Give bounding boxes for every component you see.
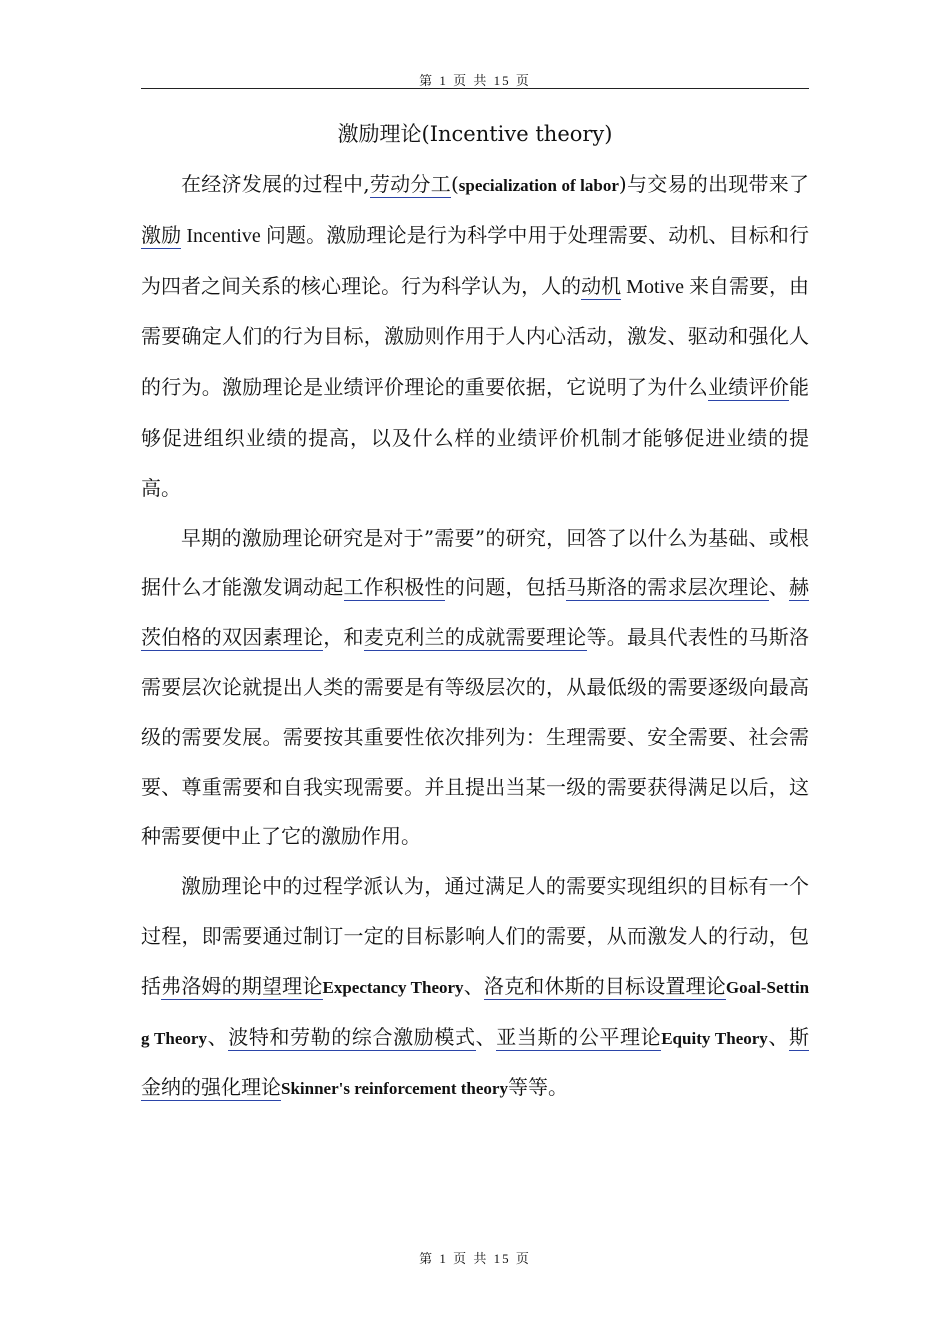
link-performance-evaluation[interactable]: 业绩评价 [708, 375, 789, 400]
text-run: 、 [767, 1024, 790, 1049]
english-term: Equity Theory [661, 1028, 768, 1048]
text-run: ，和 [323, 625, 364, 650]
page-header: 第 1 页 共 15 页 [419, 73, 531, 88]
link-skinner-reinforcement[interactable]: 斯金纳的强化理论 [141, 1024, 810, 1100]
text-run: )与交易的出现带来了 [618, 172, 809, 196]
link-work-enthusiasm[interactable]: 工作积极性 [343, 575, 445, 600]
english-term: Goal-Setting Theory [141, 977, 810, 1048]
paragraph-1 [141, 160, 809, 514]
text-run: 在经济发展的过程中, [181, 172, 370, 196]
document-body [141, 160, 809, 1114]
link-porter-lawler-model[interactable]: 波特和劳勒的综合激励模式 [228, 1024, 476, 1049]
text-run: Motive 来自需要，由需要确定人们的行为目标，激励则作用于人内心活动，激发、驱动和强化人的行为。激励理论是业绩评价理论的重要依据，它说明了为什么 [141, 275, 809, 400]
link-motive[interactable]: 动机 [581, 273, 622, 298]
english-term: specialization of labor [458, 176, 619, 195]
text-run: Incentive 问题。激励理论是行为科学中用于处理需要、动机、目标和行为四者之间关系的核心理论。行为科学认为，人的 [141, 224, 810, 298]
link-incentive[interactable]: 激励 [141, 222, 182, 247]
text-run: ( [450, 172, 459, 196]
text-run: 能够促进组织业绩的提高，以及什么样的业绩评价机制才能够促进业绩的提高。 [141, 375, 809, 500]
link-maslow-hierarchy[interactable]: 马斯洛的需求层次理论 [566, 575, 769, 600]
text-run: 等。最具代表性的马斯洛需要层次论就提出人类的需要是有等级层次的，从最低级的需要逐级向最高级的需要发展。需要按其重要性依次排列为：生理需要、安全需要、社会需要、尊重需要和自我实现需要。并且提出当某一级的需要获得满足以后，这种需要便中止了它的激励作用。 [141, 625, 809, 849]
text-run: 、 [206, 1024, 229, 1049]
text-run: 早期的激励理论研究是对于”需要”的研究，回答了以什么为基础、或根据什么才能激发调动起 [141, 525, 809, 600]
text-run: 、 [768, 575, 789, 600]
text-run: 、 [463, 973, 484, 998]
link-mcclelland-achievement[interactable]: 麦克利兰的成就需要理论 [363, 625, 587, 650]
text-run: 激励理论中的过程学派认为，通过满足人的需要实现组织的目标有一个过程，即需要通过制订一定的目标影响人们的需要，从而激发人的行动，包括 [141, 874, 809, 998]
link-herzberg-two-factor[interactable]: 赫茨伯格的双因素理论 [141, 575, 809, 650]
link-vroom-expectancy[interactable]: 弗洛姆的期望理论 [161, 973, 323, 998]
text-run: 等等。 [507, 1075, 568, 1100]
text-run: 的问题，包括 [444, 575, 567, 600]
link-locke-goal-setting[interactable]: 洛克和休斯的目标设置理论 [483, 973, 726, 998]
paragraph-2 [141, 514, 809, 863]
english-term: Skinner's reinforcement theory [281, 1079, 508, 1099]
english-term: Expectancy Theory [322, 977, 464, 997]
link-adams-equity[interactable]: 亚当斯的公平理论 [496, 1024, 662, 1049]
link-division-of-labor[interactable]: 劳动分工 [369, 172, 451, 196]
page-footer: 第 1 页 共 15 页 [419, 1251, 531, 1266]
document-title: 激励理论(Incentive theory) [337, 122, 613, 146]
text-run: 、 [475, 1024, 497, 1049]
header-divider [141, 88, 809, 89]
paragraph-3 [141, 862, 809, 1114]
